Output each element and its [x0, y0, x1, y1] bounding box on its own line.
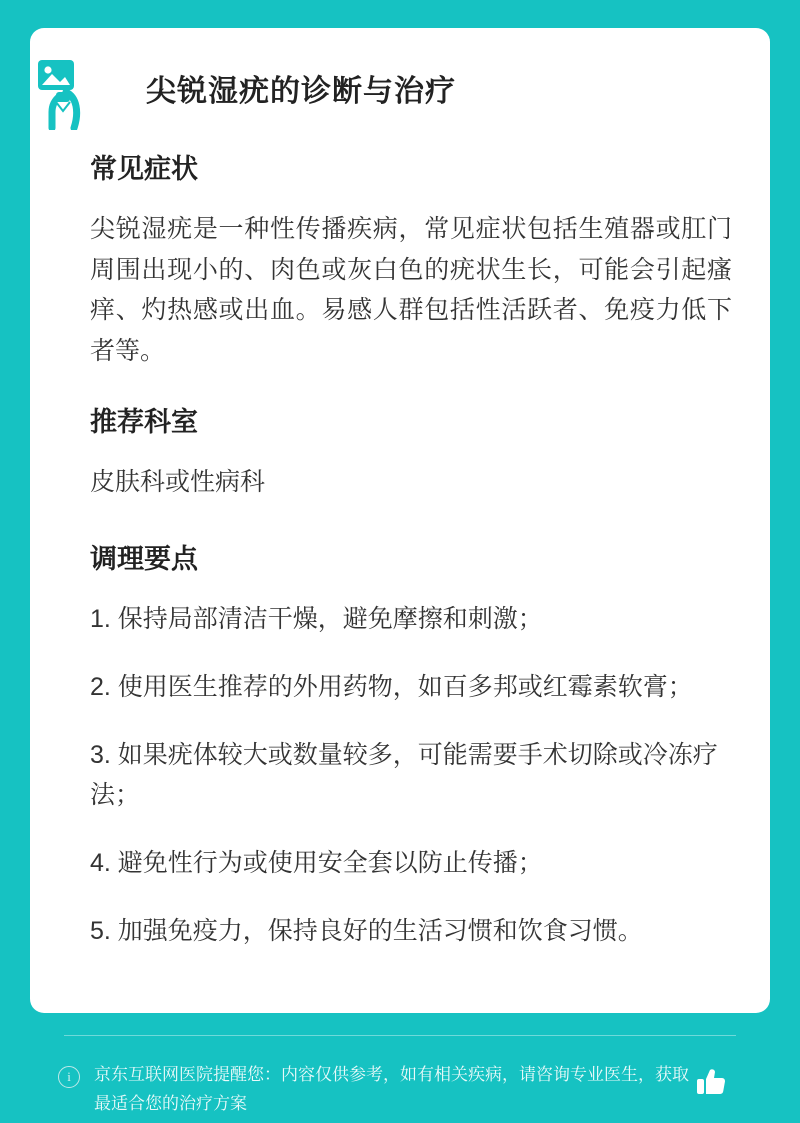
list-item: 5. 加强免疫力，保持良好的生活习惯和饮食习惯。	[90, 917, 643, 946]
section-heading-care-tips: 调理要点	[90, 544, 198, 575]
footer	[30, 1035, 770, 1123]
section-heading-department: 推荐科室	[90, 407, 198, 438]
content-card	[30, 28, 770, 1013]
footer-divider	[64, 1035, 736, 1036]
footer-disclaimer: 京东互联网医院提醒您：内容仅供参考，如有相关疾病，请咨询专业医生，获取最适合您的治疗方案	[94, 1065, 689, 1113]
list-item: 1. 保持局部清洁干燥，避免摩擦和刺激；	[90, 605, 543, 634]
list-item: 2. 使用医生推荐的外用药物，如百多邦或红霉素软膏；	[90, 673, 693, 702]
section-text-department: 皮肤科或性病科	[90, 468, 266, 497]
section-text-symptoms: 尖锐湿疣是一种性传播疾病，常见症状包括生殖器或肛门周围出现小的、肉色或灰白色的疣状生长，可能会引起瘙痒、灼热感或出血。易感人群包括性活跃者、免疫力低下者等。	[90, 215, 732, 365]
info-circle-icon: i	[58, 1066, 80, 1088]
document-image-icon	[36, 58, 96, 130]
list-item: 4. 避免性行为或使用安全套以防止传播；	[90, 849, 543, 878]
list-item: 3. 如果疣体较大或数量较多，可能需要手术切除或冷冻疗法；	[90, 741, 718, 810]
care-tips-list	[90, 599, 732, 951]
section-heading-symptoms: 常见症状	[90, 154, 198, 184]
page-title: 尖锐湿疣的诊断与治疗	[146, 75, 456, 108]
thumbs-up-icon[interactable]	[694, 1065, 728, 1099]
